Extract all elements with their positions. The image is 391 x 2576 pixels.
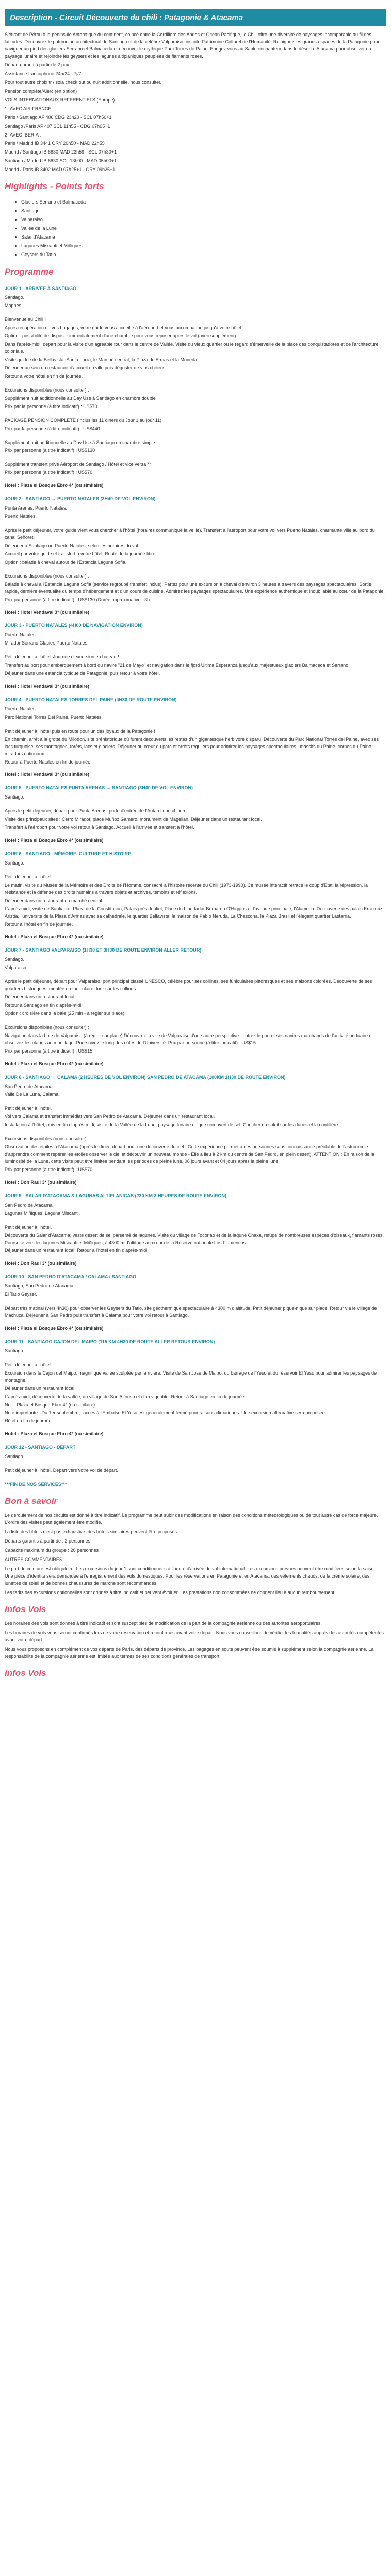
day-line: Santiago. — [5, 957, 25, 962]
day-line: Supplément nuit additionnelle au Day Use à Santiago en chambre simple — [5, 439, 155, 445]
day-line — [5, 412, 386, 416]
day-hotel: Hotel : Don Raul 3* (ou similaire) — [5, 1179, 77, 1185]
day-line: Excursions disponibles (nous consulter) : — [5, 387, 89, 393]
day-line: Santiago, San Pedro de Atacama. — [5, 1283, 75, 1289]
day-line: Transfert au port pour embarquement à bord du navire "21 de Mayo" et navigation dans le fjord Ultima Esperanza jusqu'aux majestueux glaciers Balmaceda et Serrano. — [5, 663, 350, 668]
day-line — [5, 1476, 386, 1480]
programme-day — [5, 947, 386, 1067]
day-line: Lagunas Miñiques, Laguna Miscanti. — [5, 1210, 80, 1216]
highlights-title: Highlights - Points forts — [5, 181, 104, 192]
programme-title: Programme — [5, 267, 54, 277]
day-line: Déjeuner dans un restaurant local. — [5, 1385, 76, 1391]
day-heading: JOUR 4 - PUERTO NATALES TORRES DEL PAINE (4H30 DE ROUTE ENVIRON) — [5, 697, 177, 702]
day-line: Transfert à l'aéroport pour votre vol retour à Santiago. Accueil à l'arrivée et transfert à l'hôtel. — [5, 825, 194, 831]
intro-line: Pour tout autre choix tr / sola check out ou nuit additionnelle, nous consulter. — [5, 79, 162, 85]
highlight-item: • Santiago — [21, 207, 386, 215]
day-line: Valparaiso. — [5, 965, 28, 971]
day-line: Petit déjeuner à l'hôtel. Départ vers votre vol de départ. — [5, 1468, 118, 1473]
programme-day — [5, 1274, 386, 1332]
day-line: Excursions disponibles (nous consulter) : — [5, 1136, 89, 1142]
day-line: Retour à Santiago en fin d'après-midi. — [5, 1003, 83, 1008]
day-line — [5, 1099, 386, 1104]
day-line: En chemin, arrêt à la grotte du Milodon, site préhistorique où furent découverts les restes d'un gigantesque herbivore disparu. Découverte du Parc National Torres del Paine, avec ses lacs turquoise, ses montagnes, forêts, lacs et glaciers. Déjeuner au cœur du parc et arrêts réguliers pour admirer les paysages spectaculaires : massifs du Paine, cornes du Paine, miradors nationaux. — [5, 736, 379, 756]
intro-line: Paris / Santiago AF 406 CDG 23h20 - SCL 07h50+1 — [5, 114, 112, 120]
day-line: Prix par personne (à titre indicatif) : US$15 — [5, 1048, 93, 1054]
day-line: Hôtel en fin de journée. — [5, 1418, 53, 1424]
day-line: Note importante : Du 1er septembre, l'accès à l'Embalse El Yeso est généralement fermé pour raisons climatiques. Une excursion alternative sera proposée. — [5, 1410, 327, 1416]
day-line: Prix par personne (à titre indicatif) : US$70 — [5, 470, 93, 476]
day-line: Déjeuner dans un restaurant local. Retour à l'hôtel en fin d'après-midi. — [5, 1248, 149, 1253]
page-title-banner — [5, 9, 386, 26]
day-line: Après le petit déjeuner, départ pour Valparaiso, port principal classé UNESCO, célèbre pour ses collines, ses funiculaires pittoresques et ses maisons colorées. Découverte de ses quartiers historiques, montée en funiculaire, tour sur les collines. — [5, 979, 372, 992]
day-line: Punta Arenas, Puerto Natales. — [5, 505, 68, 511]
day-line: Santiago. — [5, 794, 25, 800]
day-line: Départ très matinal (vers 4h30) pour observer les Geysers du Tatio, site géothermique spectaculaire à 4300 m d'altitude. Petit déjeuner pique-nique sur place. Retour via le village de Machuca. Déjeuner à San Pedro puis transfert à Calama pour votre vol retour à Santiago. — [5, 1306, 377, 1318]
day-heading: JOUR 11 - SANTIAGO CAJON DEL MAIPO (115 KM 4H30 DE ROUTE ALLER RETOUR ENVIRON) — [5, 1338, 215, 1344]
day-hotel: Hotel : Plaza el Bosque Ebro 4* (ou similaire) — [5, 838, 104, 843]
day-line: Visite des principaux sites : Cerro Mirador, place Muñoz Gamero, monument de Magellan. Déjeuner dans un restaurant local. — [5, 817, 262, 822]
day-line: Petit déjeuner à l'hôtel. — [5, 1106, 52, 1111]
infos-vols-title: Infos Vols — [5, 1604, 46, 1614]
bon-a-savoir-paragraph: La liste des hôtels n'est pas exhaustive, des hôtels similaires peuvent être proposés. — [5, 1529, 178, 1535]
infos-vols-paragraph: Les horaires des vols sont donnés à titre indicatif et sont susceptibles de modification de la part de la compagnie aérienne ou des autorités aéroportuaires. — [5, 1621, 322, 1626]
day-line: Après le petit déjeuner, votre guide vient vous chercher à l'hôtel (horaires communiqué la veille). Transfert à l'aéroport pour votre vol vers Puerto Natales, charmante ville au bord du canal Señoret. — [5, 528, 375, 540]
day-line: Petit déjeuner à l'hôtel puis en route pour un des joyaux de la Patagonie ! — [5, 728, 155, 734]
programme-days — [5, 285, 386, 1489]
day-hotel: Hotel : Hotel Vendaval 3* (ou similaire) — [5, 772, 90, 777]
day-heading: JOUR 7 - SANTIAGO VALPARAISO (1H30 ET 3H30 DE ROUTE ENVIRON ALLER RETOUR) — [5, 947, 202, 953]
day-line: Santiago. — [5, 1454, 25, 1460]
intro-line: Départ garanti à partir de 2 pax. — [5, 62, 71, 67]
intro-line: Madrid / Santiago IB 6830 MAD 23h59 - SCL 07h30+1 — [5, 149, 117, 155]
highlight-item: • Glaciers Serrano et Balmaceda — [21, 198, 386, 207]
day-line — [5, 1019, 386, 1023]
highlight-item: • Salar d'Atacama — [21, 233, 386, 242]
page — [5, 0, 386, 1680]
day-heading: JOUR 1 - ARRIVÉE À SANTIAGO — [5, 285, 77, 291]
day-line: Visite guidée de la Bellavista, Santa Lucia, le Marché central, la Plaza de Armas et la Moneda. — [5, 357, 199, 363]
footer-title: Infos Vols — [5, 1668, 46, 1678]
day-line: Santiago. — [5, 860, 25, 866]
day-line: San Pedro de Atacama. — [5, 1083, 54, 1089]
day-line: Petit déjeuner à l'hôtel. — [5, 1224, 52, 1230]
highlight-item: • Geysers du Tatio — [21, 250, 386, 259]
day-heading: JOUR 9 - SALAR D'ATACAMA & LAGUNAS ALTIPLANICAS (230 KM 3 HEURES DE ROUTE ENVIRON) — [5, 1193, 226, 1198]
day-heading: JOUR 8 - SANTIAGO → CALAMA (2 HEURES DE VOL ENVIRON) SAN PEDRO DE ATACAMA (100KM 1H30 DE ROUTE ENVIRON) — [5, 1074, 286, 1080]
day-hotel: Hotel : Plaza el Bosque Ebro 4* (ou similaire) — [5, 1326, 104, 1331]
day-line: Puerto Natales. — [5, 632, 37, 638]
infos-vols — [5, 1620, 386, 1660]
bon-a-savoir-paragraph: Les tarifs des excursions optionnelles sont donnés à titre indicatif et peuvent évoluer. Les prestations non consommées ne donnent lieu à aucun remboursement. — [5, 1589, 336, 1595]
highlight-item: • Valparaiso — [21, 215, 386, 224]
day-line — [5, 434, 386, 438]
intro — [5, 31, 386, 174]
day-line: Petit déjeuner à l'hôtel. — [5, 874, 52, 879]
day-line: Parc National Torres Del Paine, Puerto Natales. — [5, 714, 103, 720]
day-line: Santiago. — [5, 1348, 25, 1353]
highlight-item: • Lagunes Miscanti et Miñiques — [21, 242, 386, 250]
day-line — [5, 1218, 386, 1223]
day-line: Puerto Natales. — [5, 514, 37, 519]
day-heading: JOUR 12 - SANTIAGO - DÉPART — [5, 1445, 76, 1450]
infos-vols-paragraph: Les horaires de vols vous seront confirmés lors de votre réservation et reconfirmés avant votre départ. Nous vous conseillons de vérifier les formalités auprès des autorités compétentes avant votre départ. — [5, 1630, 384, 1642]
day-hotel: Hotel : Don Raul 3* (ou similaire) — [5, 1261, 77, 1266]
day-line: Santiago. — [5, 295, 25, 300]
day-line: Dans l'après-midi, départ pour la visite d'un agréable tour dans le centre de Vallée. Visite du vieux quartier où le regard s'émerveille de la place des conquistadores et de l'architecture coloniale. — [5, 342, 379, 354]
day-line: Petit déjeuner à l'hôtel. — [5, 1362, 52, 1367]
programme-day — [5, 622, 386, 690]
day-line: Retour à l'hôtel en fin de journée. — [5, 921, 73, 927]
day-line — [5, 521, 386, 526]
day-hotel: Hotel : Hotel Vendaval 3* (ou similaire) — [5, 684, 90, 689]
day-line: Mirador Serrano Glacier, Puerto Natales. — [5, 640, 89, 646]
programme-day — [5, 285, 386, 490]
day-line: Valle De La Luna, Calama. — [5, 1092, 60, 1097]
day-line — [5, 567, 386, 572]
intro-line: Santiago / Madrid IB 6830 SCL 13h00 - MAD 05h00+1 — [5, 158, 117, 164]
bon-a-savoir-paragraph: Le déroulement de nos circuits est donné à titre indicatif. Le programme peut subir des modifications en raison des conditions météorologiques ou de tout autre cas de force majeure. L'ordre des visites peut également être modifié. — [5, 1513, 378, 1526]
day-line — [5, 455, 386, 460]
day-line: Après récupération de vos bagages, votre guide vous accueille à l'aéroport et vous accompagne jusqu'à votre hôtel. — [5, 325, 243, 331]
day-line: Prix par personne (à titre indicatif) : US$130 (Durée approximative : 3h — [5, 597, 150, 602]
infos-vols-paragraph: Nous vous proposons en complément de vos départs de Paris, des départs de province. Les bagages en soute peuvent être soumis à supplément selon la compagnie aérienne. La responsabilité de la compagnie aérienne est limitée aux termes de ses conditions générales de transport. — [5, 1646, 374, 1659]
page-title: Description - Circuit Découverte du chili : Patagonie & Atacama — [10, 13, 243, 22]
day-line — [5, 868, 386, 873]
day-hotel: Hotel : Plaza el Bosque Ebro 4* (ou similaire) — [5, 1431, 104, 1437]
intro-line: Santiago /Paris AF 407 SCL 11h55 - CDG 07h05+1 — [5, 123, 110, 129]
day-line: Supplément nuit additionnelle au Day Use à Santiago en chambre double — [5, 395, 156, 401]
day-line: Découverte du Salar d'Atacama, vaste désert de sel parsemé de lagunes. Visite du village de Toconao et de la lagune Chaxa, refuge de nombreuses espèces d'oiseaux, flamants roses. Poursuite vers les lagunes Miscanti et Miñiques, à 4300 m d'altitude au cœur de la Réserve nationale Los Flamencos. — [5, 1232, 384, 1245]
day-line: Accueil par votre guide et transfert à votre hôtel. Route de la journée libre. — [5, 551, 157, 556]
day-line — [5, 1130, 386, 1134]
day-line: Supplément transfert privé Aéroport de Santiago / Hôtel et vice versa ** — [5, 462, 151, 467]
programme-day — [5, 851, 386, 941]
programme-day — [5, 1338, 386, 1438]
bon-a-savoir-title: Bon à savoir — [5, 1496, 58, 1506]
programme-day — [5, 1193, 386, 1268]
day-line: Retour à votre hôtel en fin de journée. — [5, 373, 83, 379]
day-line: Option : possibilité de disposer immédiatement d'une chambre pour vous reposer après le vol (avec supplément). — [5, 333, 237, 339]
day-line: Déjeuner au sein du restaurant d'accueil en ville puis déguster de vins chiliens. — [5, 365, 167, 370]
day-line: Prix par la personne (à titre indicatif) : US$440 — [5, 426, 100, 431]
day-line — [5, 381, 386, 386]
day-line — [5, 722, 386, 727]
day-line: Prix par la personne (à titre indicatif) : US$70 — [5, 403, 97, 409]
day-line: Puerto Natales. — [5, 706, 37, 711]
intro-line: Paris / Madrid IB 3441 ORY 20h50 - MAD 22h55 — [5, 141, 105, 146]
day-line: Déjeuner dans un restaurant du marché central. — [5, 897, 104, 903]
day-heading: JOUR 10 - SAN PEDRO D'ATACAMA / CALAMA / SANTIAGO — [5, 1274, 137, 1280]
bon-a-savoir — [5, 1512, 386, 1596]
day-line — [5, 648, 386, 653]
programme-day — [5, 785, 386, 844]
day-line: Option : croisière dans la baie (25 min - à régler sur place). — [5, 1010, 126, 1016]
day-line — [5, 1462, 386, 1466]
day-heading: JOUR 3 - PUERTO NATALES (4H00 DE NAVIGATION ENVIRON) — [5, 623, 143, 629]
programme-day — [5, 1074, 386, 1187]
day-line: Excursions disponibles (nous consulter) : — [5, 1024, 89, 1030]
day-line: L'après-midi, découverte de la vallée, du village de San Alfonso et d'un vignoble. Retour à Santiago en fin de journée. — [5, 1394, 246, 1399]
day-line — [5, 802, 386, 807]
intro-line: VOLS INTERNATIONAUX REFERENTIELS (Europe) : — [5, 97, 118, 103]
programme-day — [5, 697, 386, 778]
day-heading: JOUR 6 - SANTIAGO : MÉMOIRE, CULTURE ET HISTOIRE — [5, 851, 132, 857]
day-line: Mappes. — [5, 303, 23, 309]
day-line: Prix par personne (à titre indicatif) : US$130 — [5, 448, 95, 453]
intro-line: Madrid / Paris IB 3402 MAD 07h25+1 - ORY 09h25+1 — [5, 167, 116, 173]
day-line: Navigation dans la baie de Valparaiso (à régler sur place) Découvrez la ville de Valparaiso d'une autre perspective : entrez le port et ses navires marchands de l'activité portuaire et observez les otaries au mouillage. Poursuivez le long des côtes de l'Université. Prix par personne (à titre indicatif) : US$15 — [5, 1032, 373, 1045]
day-line: Le matin, visite du Musée de la Mémoire et des Droits de l'Homme, consacré à l'histoire récente du Chili (1973-1990). Ce musée interactif retrace le coup d'État, la répression, la résistance et la défense des droits humains à travers objets et archives, témoins et réflexions. — [5, 882, 368, 895]
day-line: Déjeuner dans un restaurant local. — [5, 994, 76, 1000]
day-line — [5, 311, 386, 315]
day-line: Nuit : Plaza el Bosque Ebro 4* (ou similaire). — [5, 1402, 96, 1408]
day-line: Excursion dans le Cajón del Maipo, magnifique vallée sculptée par la rivière. Visite de San José de Maipo, du barrage de l'Yeso et du réservoir El Yeso pour admirer les paysages de montagne. — [5, 1370, 377, 1383]
bon-a-savoir-paragraph: Départs garantis à partir de : 2 personnes — [5, 1538, 91, 1544]
intro-line: 1- AVEC AIR FRANCE : — [5, 106, 54, 111]
bon-a-savoir-paragraph: Le port de ceinture est obligatoire. Les excursions du jour 1 sont conditionnées à l'heure d'arrivée du vol international. Les excursions prévues peuvent être modifiées selon la saison. Une pièce d'identité sera demandée à l'enregistrement des vols domestiques. Pour les réservations en Patagonie et en Atacama, des vêtements chauds, de la crème solaire, des lunettes de soleil et de bonnes chaussures de marche sont recommandés. — [5, 1566, 378, 1586]
day-line: El Tatio Geyser. — [5, 1292, 37, 1297]
day-line: ***FIN DE NOS SERVICES*** — [5, 1482, 67, 1487]
day-line: Bienvenue au Chili ! — [5, 317, 46, 323]
day-line: Retour à Puerto Natales en fin de journée. — [5, 759, 92, 765]
day-line: PACKAGE PENSION COMPLETE (inclus les 11 diners du Jour 1 au jour 11) — [5, 417, 162, 423]
day-line: Observation des étoiles à l'Atacama (après le dîner, départ pour une découverte du ciel : Cette expérience permet à des personnes sans connaissance préalable de l'astronomie d'apprendre comment repérer les étoiles observer le ciel et découvrir un nouveau monde - Elle a lieu à 2 km du centre de San Pedro, en plein désert). ATTENTION : En raison de la luminosité de la Lune, cette visite peut être limitée pendant les périodes de pleine lune. 06 jours avant et 04 jours après la pleine lune. — [5, 1144, 374, 1164]
day-line: Déjeuner dans une estancia typique de Patagonie, puis retour à votre hôtel. — [5, 671, 160, 676]
intro-line: Pension complète/Alerc (en option) — [5, 88, 77, 94]
day-line: L'après-midi, visite de Santiago : Plaza de la Constitution, Palais présidentiel, Place du Libertador Bernardo O'Higgins et l'avenue principale, l'Alameda. Découverte des palais Errázuriz, Ariztía, l'université de la Plaza d'Armas avec sa cathédrale, le quartier Bellavista, la maison de Pablo Neruda, La Chascona, la Plaza Brasil et l'élégant quartier Lastarria. — [5, 906, 384, 919]
day-line: Installation à l'hôtel, puis en fin d'après-midi, visite de la Vallée de la Lune, paysage lunaire unique recouvert de sel. Coucher du soleil sur les dunes et la cordillère. — [5, 1122, 339, 1128]
highlight-item: • Vallée de la Lune — [21, 224, 386, 233]
day-line: San Pedro de Atacama. — [5, 1202, 54, 1208]
day-heading: JOUR 2 - SANTIAGO → PUERTO NATALES (3H40 DE VOL ENVIRON) — [5, 496, 156, 502]
day-hotel: Hotel : Plaza el Bosque Ebro 4* (ou similaire) — [5, 1061, 104, 1066]
intro-line: S'étirant de Pérou à la péninsule Antarctique du continent, coincé entre la Cordillère des Andes et Océan Pacifique, le Chili offre une diversité de paysages incomparable au fil des latitudes. Découvrez le patrimoine architectural de Santiago et de la célèbre Valparaiso, inscrite Patrimoine Culturel de l'Humanité. Rejoignez les grands espaces de la Patagonie pour naviguer au pied des glaciers Serrano et Balmaceda et découvrir le mythique Parc Torres de Paine. Enrigez vous au Sable enchanteur dans le désert d'Atacama pour observer un paysage lunaire et rejoindre les geysers et les lagunes altiplaniques peuplées de flamants roses. — [5, 32, 380, 59]
day-line: Prix par personne (à titre indicatif) : US$70 — [5, 1166, 93, 1172]
intro-line: Assistance francophone 24h/24 - 7j/7. — [5, 71, 83, 76]
day-line: Excursions disponibles (nous consulter) : — [5, 573, 89, 579]
day-line: Déjeuner à Santiago ou Puerto Natales, selon les horaires du vol. — [5, 543, 140, 548]
highlights-list — [5, 198, 386, 260]
day-line: Après le petit déjeuner, départ pour Punta Arenas, porte d'entrée de l'Antarctique chilien. — [5, 808, 187, 814]
programme-day — [5, 1444, 386, 1488]
day-line: Vol vers Calama et transfert immédiat vers San Pedro de Atacama. Déjeuner dans un restaurant local. — [5, 1114, 215, 1120]
day-line: Petit déjeuner à l'hôtel. Journée d'excursion en bateau ! — [5, 654, 119, 660]
day-hotel: Hotel : Hotel Vendaval 3* (ou similaire) — [5, 609, 90, 615]
bon-a-savoir-paragraph: Capacité maximum du groupe : 20 personnes — [5, 1548, 99, 1553]
programme-day — [5, 496, 386, 616]
day-hotel: Hotel : Plaza el Bosque Ebro 4* (ou similaire) — [5, 483, 104, 488]
day-hotel: Hotel : Plaza el Bosque Ebro 4* (ou similaire) — [5, 934, 104, 940]
intro-line: 2- AVEC IBERIA : — [5, 132, 41, 138]
day-line: Balade à cheval à l'Estancia Laguna Sofia (service regroupé transfert inclus). Partez pour une excursion à cheval d'environ 3 heures à travers des paysages spectaculaires. Sortie rapide, dernière éventualité du temps d'hébergement et d'un cours de cuisine. Admirez les paysages spectaculaires. Une expérience authentique et inoubliable au cœur de la Patagonie. — [5, 581, 385, 594]
day-line: Option : balade à cheval autour de l'Estancia Laguna Sofia. — [5, 559, 127, 565]
day-line — [5, 1299, 386, 1304]
day-heading: JOUR 5 - PUERTO NATALES PUNTA ARENAS → SANTIAGO (3H40 DE VOL ENVIRON) — [5, 785, 193, 791]
bon-a-savoir-paragraph: AUTRES COMMENTAIRES : — [5, 1557, 65, 1563]
day-line — [5, 973, 386, 977]
day-line — [5, 1356, 386, 1361]
